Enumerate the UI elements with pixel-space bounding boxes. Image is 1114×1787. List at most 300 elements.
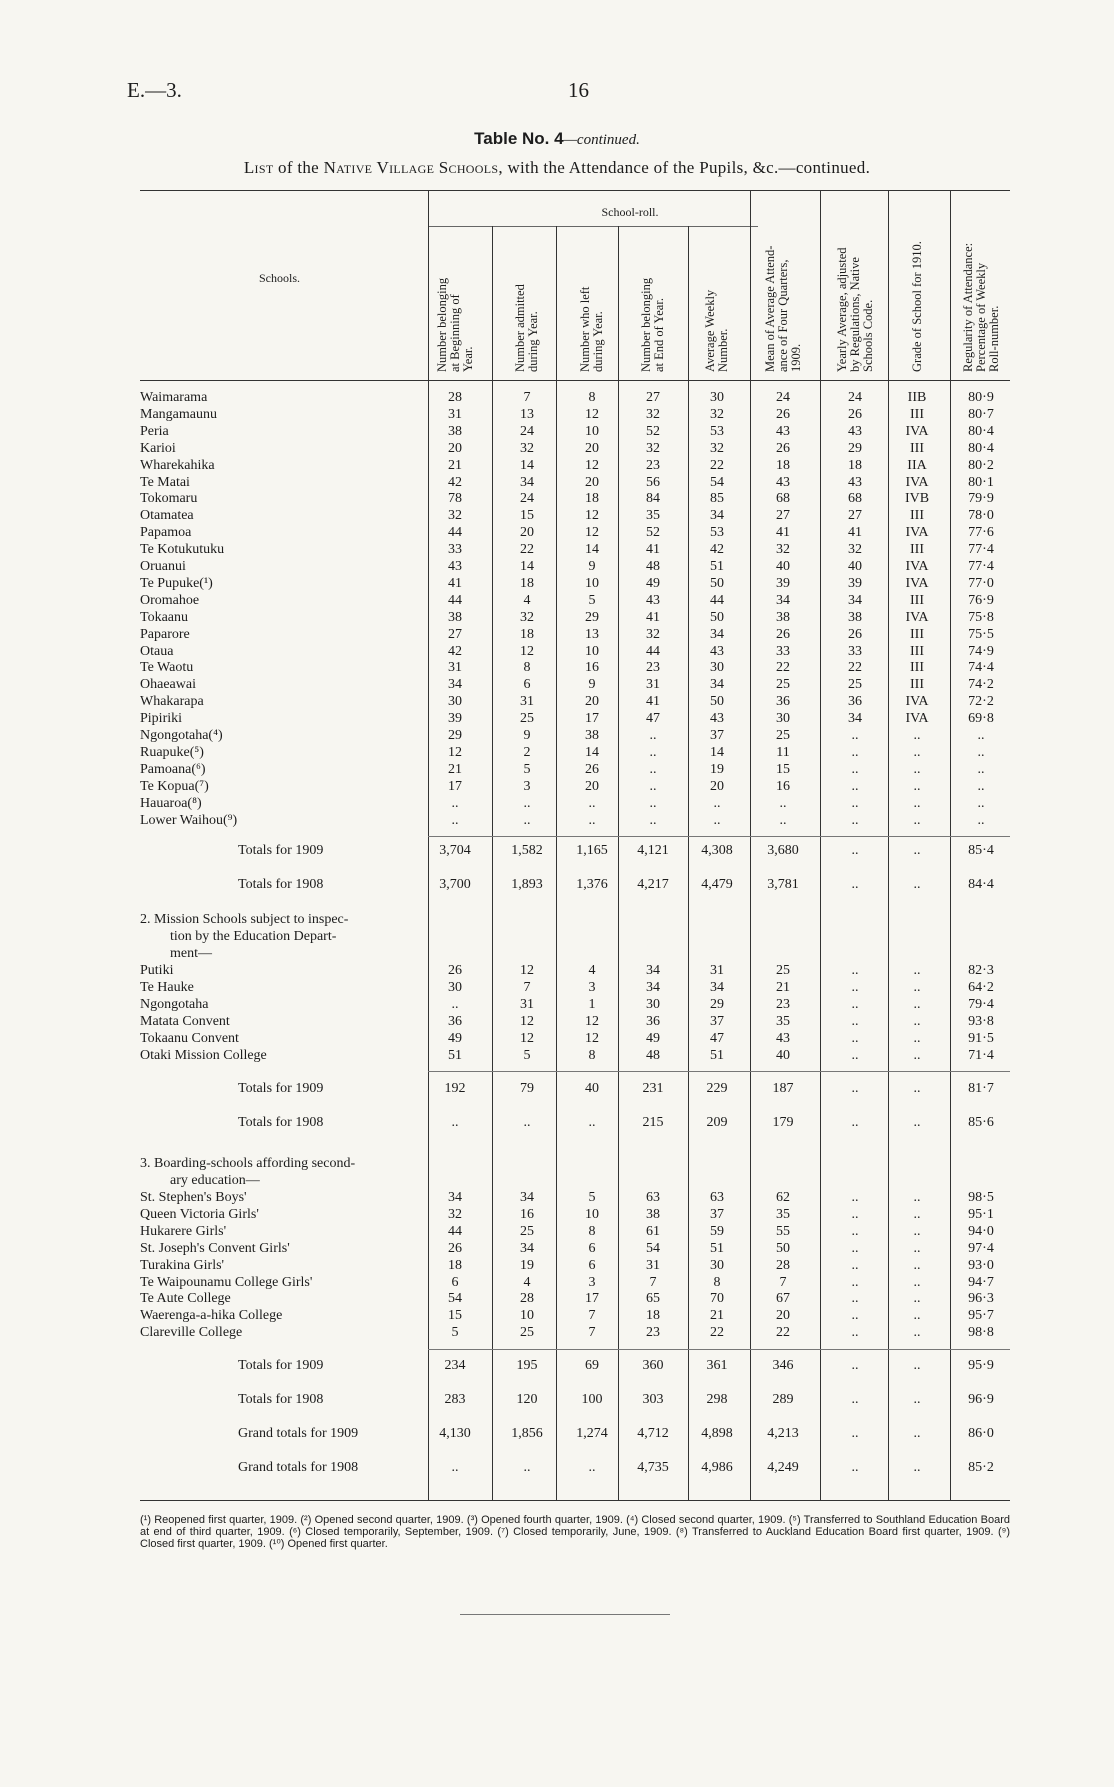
table-row [0,997,1114,1014]
table-cell: 24 [520,491,534,507]
list-title-list: List [243,158,274,177]
table-cell: 6 [523,677,531,693]
school-name: Whakarapa [140,694,204,710]
table-cell: .. [913,1030,921,1046]
column-header-line: Number belonging [434,277,449,372]
school-name: Ohaeawai [140,677,196,693]
table-cell: 42 [448,474,462,490]
table-cell: 47 [710,1030,724,1046]
table-cell: .. [523,1460,531,1475]
table-cell: 43 [776,474,790,490]
school-name: Lower Waihou(⁹) [140,812,238,828]
table-cell: 30 [448,694,462,710]
table-row [0,593,1114,610]
table-cell: 27 [848,508,862,524]
table-row [0,1190,1114,1207]
column-header-1 [436,278,475,372]
table-cell: 26 [848,626,862,642]
table-cell: .. [588,812,596,828]
table-cell: 48 [646,559,660,574]
table-cell: 44 [710,592,724,608]
school-name: Wharekahika [140,457,215,473]
table-cell: 19 [710,761,724,777]
table-cell: III [910,406,924,422]
school-name: Tokaanu [140,609,189,625]
table-cell: 18 [585,491,599,507]
table-cell: 17 [585,711,599,727]
table-cell: .. [913,1426,921,1441]
table-cell: 8 [713,1274,721,1290]
table-cell: 80·4 [968,423,994,439]
table-cell: 346 [772,1358,794,1373]
totals-row [0,843,1114,860]
table-cell: 53 [710,525,724,541]
table-cell: 18 [776,457,790,473]
school-name: Ngongotaha(⁴) [140,728,223,743]
table-cell: 12 [585,525,599,541]
column-header-line: Mean of Average Attend- [762,245,777,372]
table-cell: 44 [448,592,462,608]
totals-row [0,1460,1114,1477]
table-cell: 35 [776,1013,790,1029]
table-cell: 96·9 [968,1392,994,1407]
table-cell: 4 [588,963,596,978]
table-cell: .. [649,812,657,828]
table-cell: .. [913,728,921,743]
table-cell: .. [851,1190,859,1205]
table-cell: 38 [448,609,462,625]
school-name: Turakina Girls' [140,1257,225,1273]
table-cell: IVA [905,575,929,591]
table-cell: .. [851,728,859,743]
table-cell: 32 [710,440,724,456]
table-cell: .. [451,795,459,811]
table-title-main: Table No. 4 [474,129,564,148]
section-heading: 3. Boarding-schools affording second- [140,1156,356,1171]
school-roll-header: School-roll. [601,205,659,219]
table-cell: 25 [520,711,534,727]
table-cell: .. [851,979,859,995]
table-cell: 23 [646,660,660,676]
column-header-4 [640,278,666,372]
table-row [0,610,1114,627]
table-row [0,508,1114,525]
table-cell: 29 [848,440,862,456]
table-cell: 23 [776,996,790,1012]
table-cell: III [910,626,924,642]
table-cell: 34 [448,1190,462,1205]
table-cell: 54 [646,1240,660,1256]
table-row [0,1014,1114,1031]
table-cell: 67 [776,1291,790,1307]
table-cell: 8 [588,1223,596,1239]
table-cell: .. [913,963,921,978]
table-cell: 74·9 [968,643,994,659]
table-cell: 80·2 [968,457,994,473]
table-cell: 34 [520,474,534,490]
table-cell: 17 [448,778,462,794]
list-title-of: of the [278,158,319,177]
table-cell: 12 [520,643,534,659]
table-row [0,728,1114,745]
table-cell: 34 [710,979,724,995]
table-cell: 77·4 [968,542,994,558]
school-name: Putiki [140,963,174,978]
school-name: Waerenga-a-hika College [140,1308,283,1324]
table-cell: 80·1 [968,474,994,490]
school-name: Pipiriki [140,711,183,727]
table-cell: 94·0 [968,1223,994,1239]
table-cell: III [910,440,924,456]
table-cell: 1,165 [576,843,608,858]
table-cell: 4,130 [439,1426,471,1441]
table-cell: 31 [520,996,534,1012]
table-row [0,441,1114,458]
table-cell: .. [913,812,921,828]
table-cell: 78·0 [968,508,994,524]
table-cell: 51 [710,1047,724,1063]
table-cell: 85·6 [968,1115,994,1130]
table-cell: 50 [710,694,724,710]
table-cell: .. [851,1047,859,1063]
column-header-line: during Year. [526,311,540,372]
school-name: Waimarama [140,390,208,405]
table-cell: 20 [585,694,599,710]
table-cell: 15 [776,761,790,777]
school-roll-rule [428,226,758,227]
school-name: Te Hauke [140,979,194,995]
table-cell: 51 [710,1240,724,1256]
school-name: Pamoana(⁶) [140,761,206,777]
table-cell: 79·4 [968,996,994,1012]
table-cell: 5 [451,1325,459,1341]
table-cell: 18 [448,1257,462,1273]
table-row [0,1224,1114,1241]
table-cell: 3 [588,1274,596,1290]
section-heading: tion by the Education Depart- [170,929,337,944]
table-row [0,1048,1114,1065]
table-cell: .. [851,778,859,794]
table-cell: 34 [848,711,862,727]
table-cell: 22 [848,660,862,676]
table-cell: III [910,592,924,608]
table-cell: 1,376 [576,877,608,892]
table-cell: III [910,677,924,693]
table-cell: 63 [710,1190,724,1205]
table-cell: 52 [646,525,660,541]
school-name: Papamoa [140,525,192,541]
table-cell: 52 [646,423,660,439]
table-cell: .. [451,1115,459,1130]
table-cell: 23 [646,457,660,473]
table-cell: 19 [520,1257,534,1273]
table-cell: 70 [710,1291,724,1307]
column-header-line: Yearly Average, adjusted [834,247,849,372]
end-rule [460,1614,670,1615]
school-name: Te Kopua(⁷) [140,778,209,794]
table-row [0,559,1114,576]
table-cell: .. [851,1460,859,1475]
table-cell: .. [588,795,596,811]
table-row [0,1275,1114,1292]
table-cell: 85 [710,491,724,507]
table-cell: 25 [848,677,862,693]
table-cell: 53 [710,423,724,439]
table-cell: .. [913,744,921,760]
table-cell: 8 [588,390,596,405]
table-cell: 23 [646,1325,660,1341]
table-row [0,711,1114,728]
table-cell: 40 [585,1081,599,1096]
table-cell: 25 [776,728,790,743]
table-cell: 38 [448,423,462,439]
table-cell: 50 [776,1240,790,1256]
table-cell: 64·2 [968,979,994,995]
table-row [0,762,1114,779]
list-title [0,158,1114,178]
table-row [0,644,1114,661]
table-cell: 3,680 [767,843,799,858]
totals-label: Grand totals for 1909 [238,1426,359,1441]
table-cell: 10 [585,643,599,659]
table-cell: .. [977,795,985,811]
table-cell: 56 [646,474,660,490]
totals-label: Totals for 1909 [238,1081,324,1096]
table-cell: 1,274 [576,1426,608,1441]
table-cell: .. [913,1308,921,1324]
table-cell: 192 [444,1081,466,1096]
table-cell: 7 [649,1274,657,1290]
table-cell: 17 [585,1291,599,1307]
table-cell: 100 [581,1392,603,1407]
table-cell: 7 [588,1325,596,1341]
table-cell: 31 [448,406,462,422]
table-cell: .. [523,812,531,828]
table-cell: 71·4 [968,1047,994,1063]
school-name: Clareville College [140,1325,243,1341]
table-cell: 30 [710,390,724,405]
table-cell: 1,856 [511,1426,543,1441]
table-cell: IIA [907,457,927,473]
table-cell: 1 [588,996,596,1012]
table-cell: 32 [520,609,534,625]
table-cell: .. [851,1257,859,1273]
table-cell: .. [851,1325,859,1341]
totals-row [0,1392,1114,1409]
table-cell: .. [977,744,985,760]
table-cell: 3,704 [439,843,471,858]
column-header-9 [962,243,1001,372]
table-cell: 26 [448,963,462,978]
table-cell: 209 [706,1115,728,1130]
table-cell: 32 [710,406,724,422]
table-cell: 8 [523,660,531,676]
table-cell: .. [913,1206,921,1222]
table-cell: 22 [710,1325,724,1341]
table-cell: 34 [646,979,660,995]
column-header-line: Schools Code. [860,299,875,372]
table-cell: 4,986 [701,1460,733,1475]
table-cell: 42 [448,643,462,659]
table-cell: .. [451,996,459,1012]
table-cell: 18 [848,457,862,473]
table-bottom-rule [140,1500,1010,1501]
table-cell: .. [588,1460,596,1475]
table-cell: 29 [710,996,724,1012]
table-cell: 7 [779,1274,787,1290]
table-cell: .. [851,1274,859,1290]
table-cell: 21 [776,979,790,995]
table-cell: IVA [905,694,929,710]
table-cell: 22 [710,457,724,473]
table-cell: 15 [448,1308,462,1324]
table-cell: 16 [585,660,599,676]
table-cell: 12 [585,406,599,422]
table-cell: 41 [646,609,660,625]
table-cell: 18 [520,626,534,642]
table-cell: 14 [585,744,599,760]
table-row [0,796,1114,813]
column-header-line: Number. [716,328,730,372]
table-cell: 26 [776,440,790,456]
table-cell: 3,781 [767,877,799,892]
table-cell: 93·0 [968,1257,994,1273]
table-cell: .. [851,963,859,978]
table-cell: 5 [523,1047,531,1063]
table-cell: 298 [706,1392,728,1407]
table-cell: 10 [585,1206,599,1222]
table-cell: 13 [520,406,534,422]
table-cell: 38 [646,1206,660,1222]
table-cell: 47 [646,711,660,727]
table-row [0,1241,1114,1258]
table-cell: .. [913,1291,921,1307]
table-cell: 54 [448,1291,462,1307]
table-cell: 14 [710,744,724,760]
table-cell: III [910,660,924,676]
column-header-line: Average Weekly [703,289,717,372]
table-cell: 4,213 [767,1426,799,1441]
table-cell: 9 [588,559,596,574]
school-name: Otaki Mission College [140,1047,267,1063]
table-cell: 35 [646,508,660,524]
table-cell: 20 [585,778,599,794]
table-cell: 12 [585,1013,599,1029]
table-cell: 8 [588,1047,596,1063]
table-cell: 4,712 [637,1426,669,1441]
table-cell: 31 [646,677,660,693]
table-cell: 41 [646,694,660,710]
table-row [0,1308,1114,1325]
table-cell: .. [851,795,859,811]
table-row [0,424,1114,441]
table-cell: 43 [776,1030,790,1046]
table-cell: 361 [706,1358,728,1373]
table-cell: 15 [520,508,534,524]
column-header-line: ance of Four Quarters, [775,259,790,372]
table-cell: 43 [848,423,862,439]
table-cell: .. [913,1274,921,1290]
table-cell: 43 [776,423,790,439]
table-cell: 44 [448,525,462,541]
table-cell: 85·2 [968,1460,994,1475]
table-cell: 1,582 [511,843,543,858]
school-name: Te Matai [140,474,190,490]
table-cell: 26 [585,761,599,777]
table-cell: 6 [588,1257,596,1273]
table-cell: 95·9 [968,1358,994,1373]
table-cell: .. [851,761,859,777]
table-cell: 24 [776,390,790,405]
table-cell: 98·5 [968,1190,994,1205]
totals-row [0,1358,1114,1375]
table-cell: 31 [448,660,462,676]
table-cell: 30 [776,711,790,727]
table-cell: 97·4 [968,1240,994,1256]
table-cell: 32 [448,508,462,524]
table-cell: .. [913,1190,921,1205]
table-cell: 30 [646,996,660,1012]
table-row [0,813,1114,830]
table-cell: IVA [905,474,929,490]
table-cell: 59 [710,1223,724,1239]
table-cell: 50 [710,609,724,625]
table-cell: 54 [710,474,724,490]
table-cell: 42 [710,542,724,558]
table-cell: 55 [776,1223,790,1239]
table-cell: 31 [646,1257,660,1273]
table-cell: 51 [448,1047,462,1063]
table-cell: 20 [448,440,462,456]
table-cell: 79·9 [968,491,994,507]
page-number: 16 [568,78,589,102]
table-cell: 69 [585,1358,599,1373]
table-cell: 20 [710,778,724,794]
table-cell: .. [851,1308,859,1324]
table-cell: 18 [520,575,534,591]
table-cell: 80·4 [968,440,994,456]
table-cell: 12 [585,457,599,473]
table-cell: 303 [642,1392,664,1407]
totals-rule [428,836,1010,837]
table-cell: 16 [776,778,790,794]
table-cell: 2 [523,744,531,760]
table-cell: 41 [646,542,660,558]
column-header-5 [704,290,730,372]
table-cell: 30 [710,1257,724,1273]
table-cell: .. [851,812,859,828]
table-cell: 229 [706,1081,728,1096]
table-cell: 39 [448,711,462,727]
table-cell: 28 [520,1291,534,1307]
table-cell: 120 [516,1392,538,1407]
table-cell: 36 [448,1013,462,1029]
table-cell: .. [851,1426,859,1441]
table-cell: 231 [642,1081,664,1096]
table-cell: 289 [772,1392,794,1407]
table-cell: 33 [776,643,790,659]
table-cell: 39 [848,575,862,591]
table-cell: 26 [448,1240,462,1256]
totals-rule [428,1071,1010,1072]
table-row [0,980,1114,997]
column-header-line: Percentage of Weekly [973,262,988,372]
table-cell: 31 [520,694,534,710]
table-cell: 39 [776,575,790,591]
table-cell: .. [451,812,459,828]
table-cell: 38 [776,609,790,625]
table-cell: III [910,643,924,659]
